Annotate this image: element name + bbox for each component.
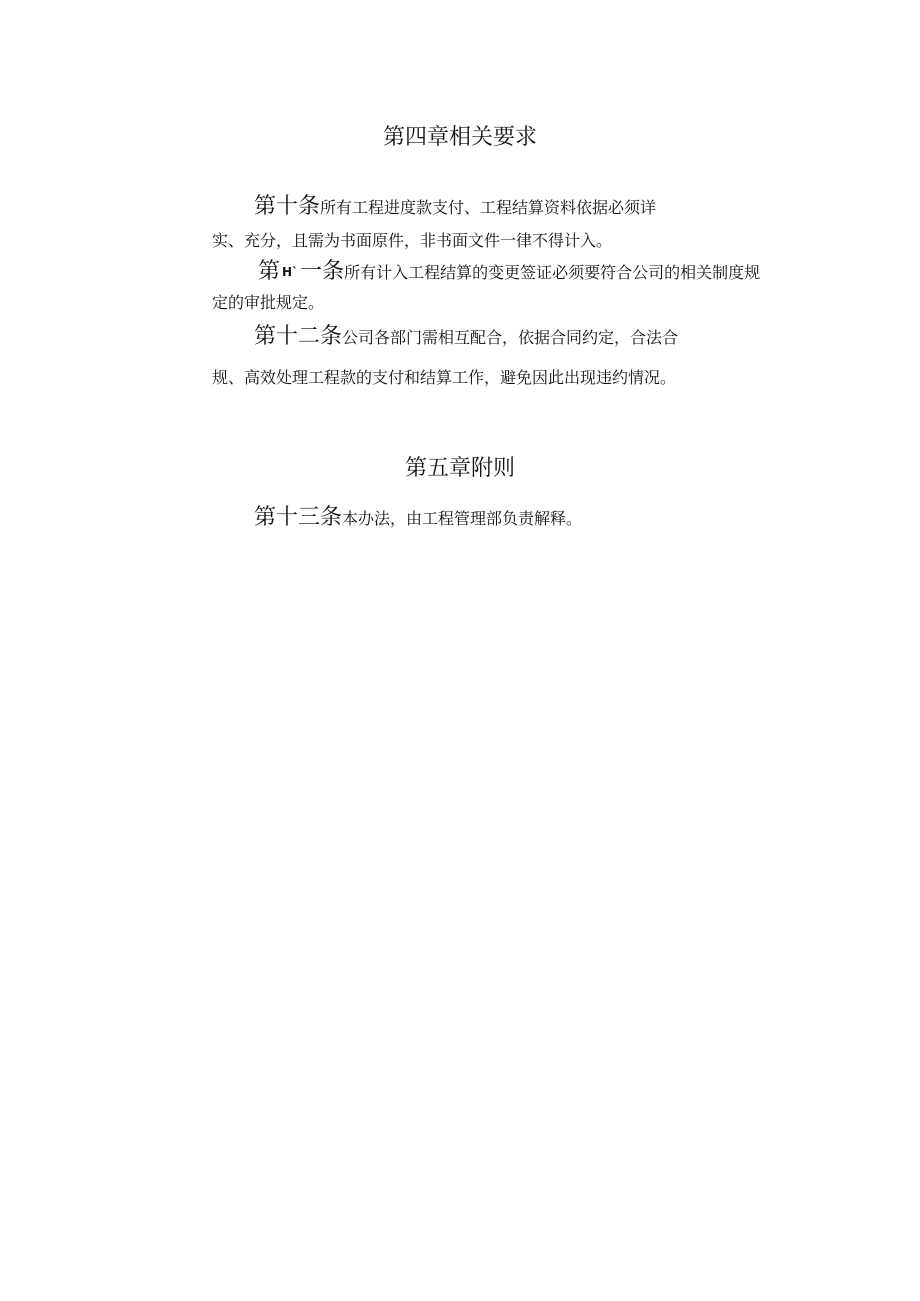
article-10-text-line-1: 所有工程进度款支付、工程结算资料依据必须详	[320, 198, 657, 217]
article-11-text-line-1: 所有计入工程结算的变更签证必须要符合公司的相关制度规	[344, 263, 761, 282]
article-10-first-line	[254, 195, 656, 220]
article-13-text-line-1: 本办法，由工程管理部负责解释。	[342, 509, 583, 528]
article-11-number-suffix: 一条	[300, 259, 345, 284]
chapter-5-title: 第五章附则	[404, 456, 515, 481]
article-11-first-line	[258, 260, 760, 285]
article-13-number: 第十三条	[254, 505, 343, 530]
article-10-text-line-2: 实、充分，且需为书面原件，非书面文件一律不得计入。	[212, 231, 613, 250]
article-11-number	[258, 259, 344, 284]
article-12-number: 第十二条	[254, 324, 343, 349]
article-11-text-line-2: 定的审批规定。	[212, 293, 325, 312]
article-12-text-line-2: 规、高效处理工程款的支付和结算工作，避免因此出现违约情况。	[212, 368, 677, 387]
article-12-first-line	[254, 325, 678, 350]
article-13-first-line	[254, 506, 582, 531]
article-10-number: 第十条	[254, 194, 321, 219]
article-11-number-glyph: H`	[282, 265, 299, 279]
article-12-text-line-1: 公司各部门需相互配合，依据合同约定，合法合	[342, 328, 679, 347]
chapter-4-title: 第四章相关要求	[382, 125, 537, 150]
article-11-number-prefix: 第	[258, 259, 281, 284]
